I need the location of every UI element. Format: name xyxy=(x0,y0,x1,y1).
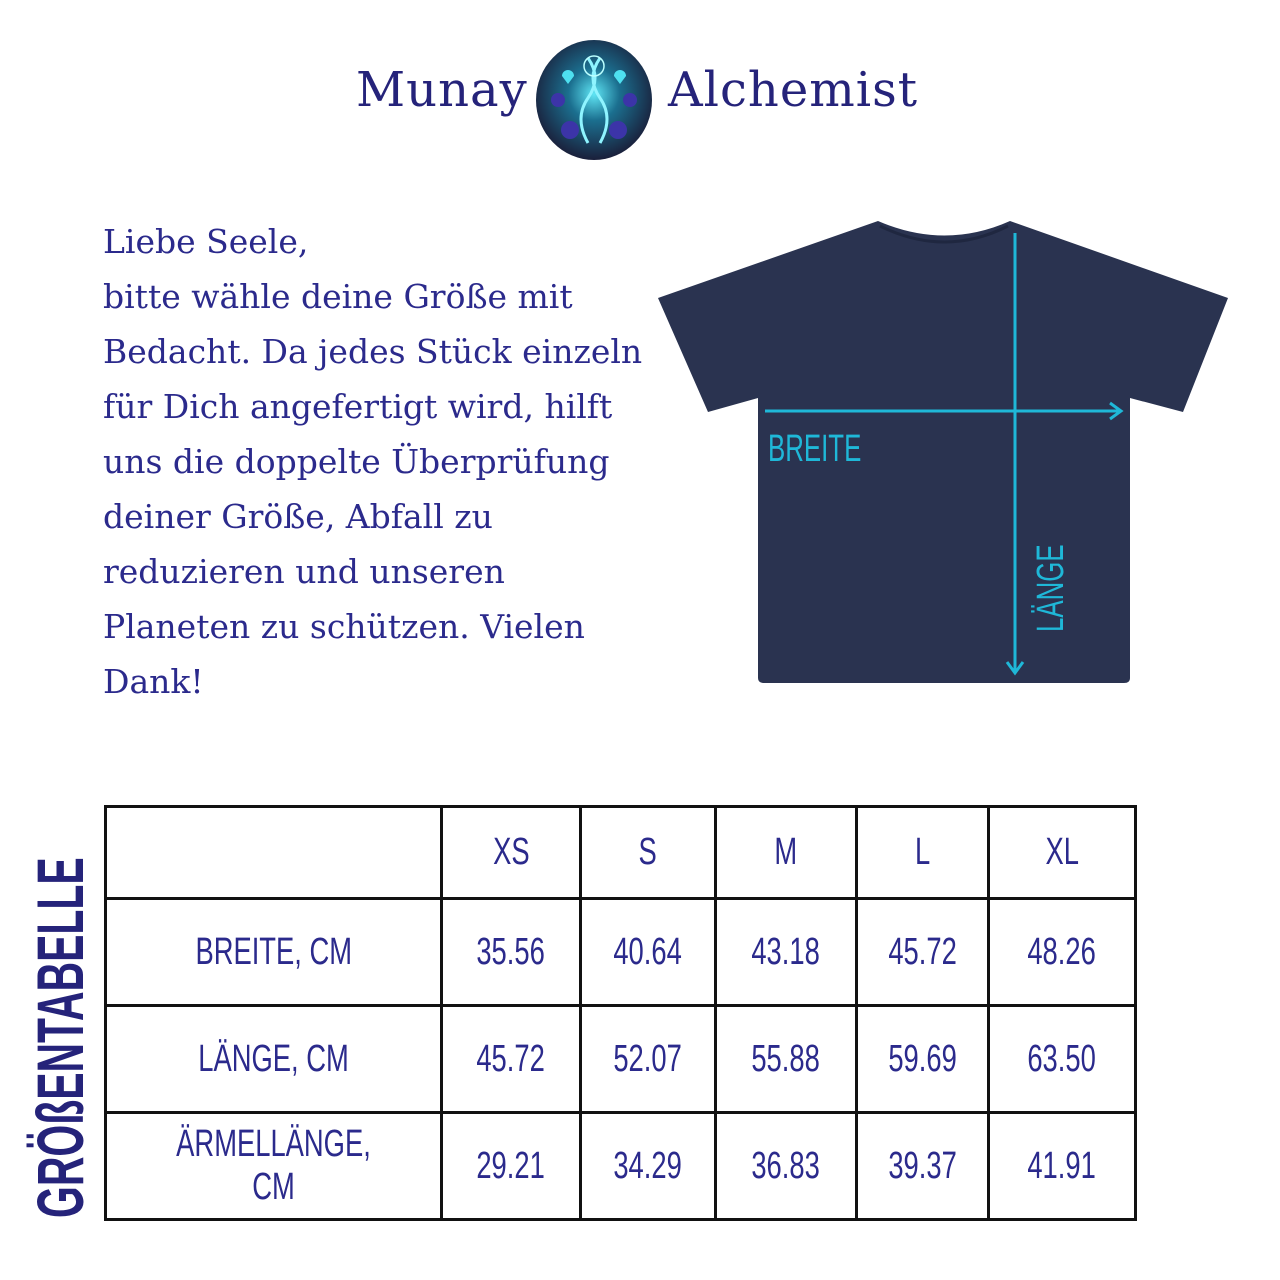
size-chart-title: GRÖßENTABELLE xyxy=(23,857,97,1218)
logo-emblem-icon xyxy=(532,38,656,162)
table-cell: 52.07 xyxy=(581,1006,716,1113)
intro-line: Planeten zu schützen. Vielen xyxy=(103,607,585,646)
size-header: L xyxy=(857,807,989,899)
table-cell: 55.88 xyxy=(716,1006,857,1113)
size-header: XL xyxy=(989,807,1136,899)
row-label: LÄNGE, CM xyxy=(106,1006,442,1113)
table-cell: 41.91 xyxy=(989,1113,1136,1220)
size-header: M xyxy=(716,807,857,899)
table-cell: 43.18 xyxy=(716,899,857,1006)
intro-paragraph xyxy=(103,214,642,709)
table-cell: 48.26 xyxy=(989,899,1136,1006)
row-label: ÄRMELLÄNGE, CM xyxy=(106,1113,442,1220)
intro-line: deiner Größe, Abfall zu xyxy=(103,497,493,536)
intro-line: Liebe Seele, xyxy=(103,222,309,261)
table-row xyxy=(106,899,1136,1006)
width-label: BREITE xyxy=(768,428,862,470)
table-cell: 40.64 xyxy=(581,899,716,1006)
table-cell: 59.69 xyxy=(857,1006,989,1113)
brand-name-left: Munay xyxy=(356,62,528,118)
size-table xyxy=(104,805,1137,1221)
table-cell: 45.72 xyxy=(857,899,989,1006)
tshirt-diagram xyxy=(650,210,1240,700)
length-label: LÄNGE xyxy=(1030,544,1072,632)
table-cell: 45.72 xyxy=(442,1006,581,1113)
table-cell: 36.83 xyxy=(716,1113,857,1220)
table-cell: 39.37 xyxy=(857,1113,989,1220)
brand-name-right: Alchemist xyxy=(668,62,919,118)
size-header: XS xyxy=(442,807,581,899)
intro-line: bitte wähle deine Größe mit xyxy=(103,277,573,316)
intro-line: Bedacht. Da jedes Stück einzeln xyxy=(103,332,643,371)
intro-line: reduzieren und unseren xyxy=(103,552,505,591)
intro-line: für Dich angefertigt wird, hilft xyxy=(103,387,613,426)
tshirt-shape xyxy=(658,221,1228,683)
table-row xyxy=(106,1006,1136,1113)
header-empty-cell xyxy=(106,807,442,899)
table-cell: 34.29 xyxy=(581,1113,716,1220)
table-cell: 35.56 xyxy=(442,899,581,1006)
size-header: S xyxy=(581,807,716,899)
intro-line: uns die doppelte Überprüfung xyxy=(103,442,610,481)
row-label: BREITE, CM xyxy=(106,899,442,1006)
table-cell: 29.21 xyxy=(442,1113,581,1220)
table-row xyxy=(106,1113,1136,1220)
table-header-row xyxy=(106,807,1136,899)
table-cell: 63.50 xyxy=(989,1006,1136,1113)
intro-line: Dank! xyxy=(103,662,204,701)
